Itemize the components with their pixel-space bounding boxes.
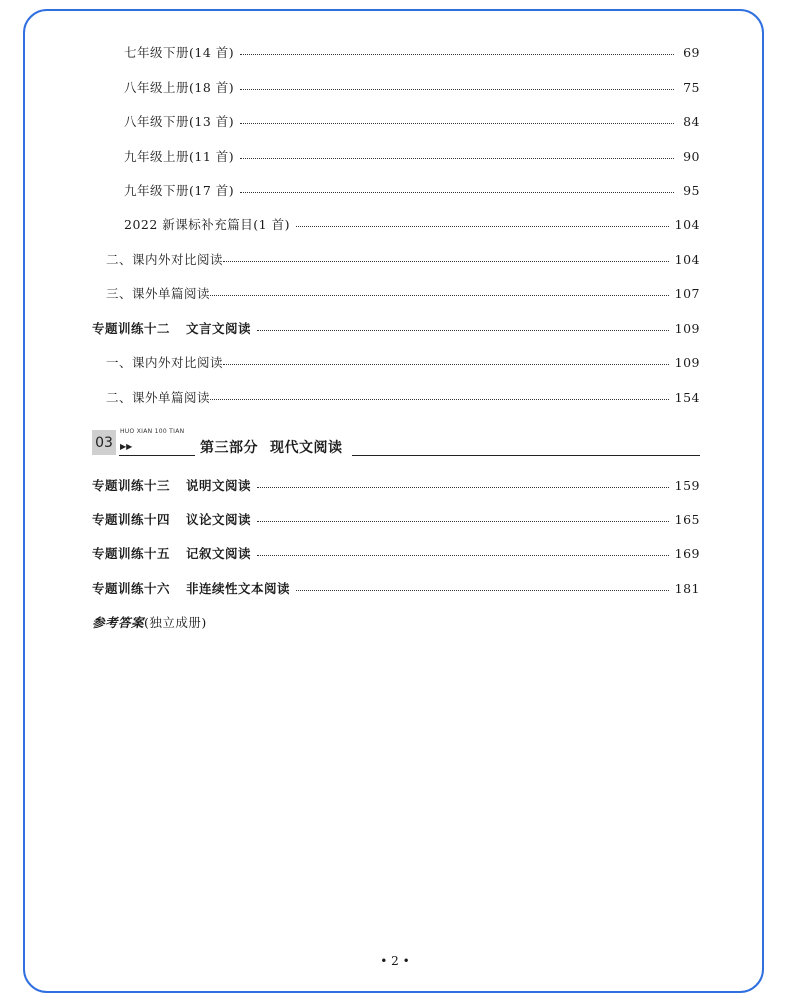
toc-page: 165 (674, 511, 700, 527)
toc-row-grade9-lower[interactable] (124, 179, 700, 201)
toc-page: 95 (683, 182, 700, 198)
toc-label: 九年级下册(17 首) (124, 183, 235, 198)
leader-dots (257, 486, 669, 488)
toc-label (92, 544, 251, 562)
topic-code: 专题训练十三 (92, 478, 171, 493)
toc-label (92, 579, 290, 597)
topic-title: 记叙文阅读 (186, 546, 252, 561)
divider (119, 455, 195, 456)
leader-dots (210, 398, 669, 400)
toc-page: 90 (683, 148, 700, 164)
toc-row-topic15[interactable] (92, 542, 700, 564)
toc-page: 84 (683, 113, 700, 129)
leader-dots (240, 157, 674, 159)
toc-row-topic13[interactable] (92, 474, 700, 496)
toc-label: 九年级上册(11 首) (124, 149, 235, 164)
double-arrow-icon: ▶▶ (120, 442, 133, 451)
toc-row-supplement[interactable] (124, 213, 700, 235)
toc-row-grade7-lower[interactable] (124, 41, 700, 63)
leader-dots (240, 88, 674, 90)
toc-row-topic12-single[interactable] (106, 386, 700, 408)
toc-page: 104 (674, 251, 700, 267)
section-title (200, 437, 343, 457)
topic-code: 专题训练十五 (92, 546, 171, 561)
divider (352, 455, 700, 456)
toc-row-grade8-upper[interactable] (124, 76, 700, 98)
toc-row-grade8-lower[interactable] (124, 110, 700, 132)
page-number: • 2 • (380, 954, 410, 968)
leader-dots (296, 225, 669, 227)
section-title-text: 现代文阅读 (270, 440, 343, 456)
topic-code: 专题训练十二 (92, 321, 171, 336)
topic-title: 文言文阅读 (186, 321, 252, 336)
topic-title: 非连续性文本阅读 (186, 581, 291, 596)
leader-dots (240, 53, 674, 55)
toc-page: 154 (674, 389, 700, 405)
section-header (92, 428, 700, 458)
toc-label (92, 319, 251, 337)
toc-label (92, 476, 251, 494)
toc-row-single-reading[interactable] (106, 282, 700, 304)
leader-dots (257, 329, 669, 331)
answers-note-text: (独立成册) (144, 615, 207, 630)
toc-row-topic14[interactable] (92, 508, 700, 530)
answers-label: 参考答案 (92, 615, 145, 630)
toc-label: 二、课外单篇阅读 (106, 390, 211, 405)
toc-row-topic12-compare[interactable] (106, 351, 700, 373)
topic-code: 专题训练十六 (92, 581, 171, 596)
toc-page: 181 (674, 580, 700, 596)
answers-note (92, 613, 207, 631)
toc-page: 107 (674, 285, 700, 301)
leader-dots (257, 554, 669, 556)
section-number: 03 (92, 430, 116, 455)
leader-dots (210, 294, 669, 296)
toc-page: 169 (674, 545, 700, 561)
toc-label: 2022 新课标补充篇目(1 首) (124, 217, 290, 232)
toc-label: 三、课外单篇阅读 (106, 286, 211, 301)
leader-dots (240, 191, 674, 193)
toc-row-topic12[interactable] (92, 317, 700, 339)
toc-label: 八年级上册(18 首) (124, 80, 235, 95)
leader-dots (257, 520, 669, 522)
toc-label: 八年级下册(13 首) (124, 114, 235, 129)
topic-title: 说明文阅读 (186, 478, 252, 493)
leader-dots (223, 260, 669, 262)
toc-page: 75 (683, 79, 700, 95)
leader-dots (296, 589, 669, 591)
section-tiny-text: HUO XIAN 100 TIAN (120, 428, 185, 435)
toc-page: 109 (674, 320, 700, 336)
toc-label: 一、课内外对比阅读 (106, 355, 224, 370)
toc-page: 104 (674, 216, 700, 232)
leader-dots (240, 122, 674, 124)
toc-label (92, 510, 251, 528)
section-part: 第三部分 (200, 440, 258, 456)
toc-page: 159 (674, 477, 700, 493)
toc-page: 109 (674, 354, 700, 370)
leader-dots (223, 363, 669, 365)
toc-page: 69 (683, 44, 700, 60)
topic-title: 议论文阅读 (186, 512, 252, 527)
toc-row-topic16[interactable] (92, 577, 700, 599)
toc-row-grade9-upper[interactable] (124, 145, 700, 167)
topic-code: 专题训练十四 (92, 512, 171, 527)
toc-label: 二、课内外对比阅读 (106, 252, 224, 267)
toc-row-compare-reading[interactable] (106, 248, 700, 270)
toc-label: 七年级下册(14 首) (124, 45, 235, 60)
